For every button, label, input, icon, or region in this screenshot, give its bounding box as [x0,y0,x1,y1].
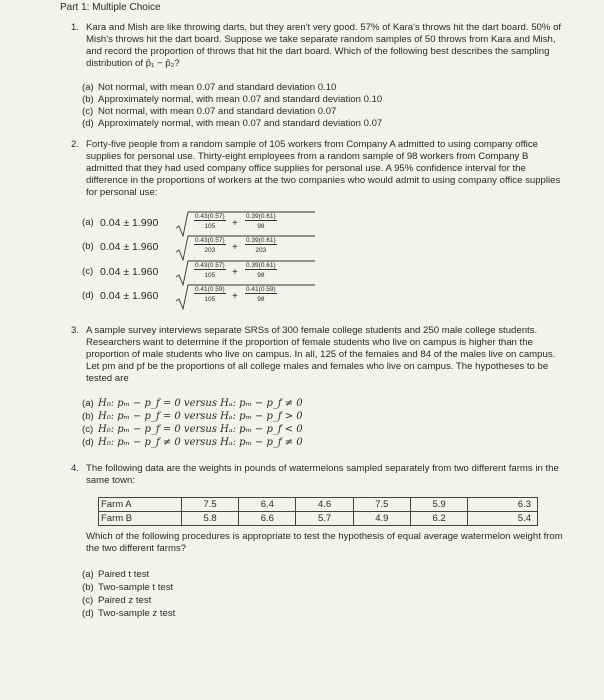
denominator: 105 [204,272,216,279]
denominator: 98 [257,272,265,279]
option-text: Not normal, with mean 0.07 and standard deviation 0.10 [98,82,337,93]
table-cell: 5.8 [182,512,239,526]
table-cell: 6.2 [410,512,467,526]
option-label: (d) [82,118,94,129]
fraction-2 [245,286,277,303]
fraction-2 [245,237,277,254]
ci-estimate: 0.04 ± 1.960 [100,266,159,278]
option-text: H₀: pₘ − p_f = 0 versus Hₐ: pₘ − p_f > 0 [98,411,303,422]
watermelon-weights-table [98,497,538,526]
option-label: (d) [82,290,94,301]
q4-option-c[interactable] [82,595,151,607]
option-label: (a) [82,569,94,580]
question-4-followup [86,531,566,555]
denominator: 203 [204,247,216,254]
numerator: 0.39(0.61) [246,237,276,244]
table-cell: 5.9 [410,498,467,512]
question-3 [71,325,566,385]
q4-option-b[interactable] [82,582,173,594]
plus-sign: + [232,267,238,278]
option-label: (a) [82,217,94,228]
table-cell: 6.4 [239,498,296,512]
option-label: (a) [82,82,94,93]
question-text: Forty-five people from a random sample of 105 workers from Company A admitted to using company office supplies for personal use. Thirty-eight employees from a random sample of 98 workers from Company B admitted that they had used company office supplies for personal use. A 95% confidence interval for the difference in the proportions of workers at the two companies who would admit to using company office supplies for personal use: [86,139,561,198]
option-text: H₀: pₘ − p_f ≠ 0 versus Hₐ: pₘ − p_f ≠ 0 [98,437,303,448]
denominator: 105 [204,296,216,303]
q1-option-c[interactable] [82,106,336,118]
table-cell: 5.4 [468,512,538,526]
q3-option-b[interactable] [82,411,303,423]
option-label: (c) [82,424,94,435]
q1-option-a[interactable] [82,82,336,94]
table-cell: 7.5 [182,498,239,512]
table-cell: 4.9 [353,512,410,526]
q3-option-a[interactable] [82,398,303,410]
option-text: Approximately normal, with mean 0.07 and standard deviation 0.10 [98,94,383,105]
option-text: Approximately normal, with mean 0.07 and standard deviation 0.07 [98,118,383,129]
option-label: (b) [82,94,94,105]
question-1 [71,22,566,70]
numerator: 0.43(0.57) [195,237,225,244]
option-text: H₀: pₘ − p_f = 0 versus Hₐ: pₘ − p_f < 0 [98,424,303,435]
option-text: Not normal, with mean 0.07 and standard deviation 0.07 [98,106,337,117]
option-label: (a) [82,398,94,409]
ci-estimate: 0.04 ± 1.960 [100,290,159,302]
option-text: H₀: pₘ − p_f = 0 versus Hₐ: pₘ − p_f ≠ 0 [98,398,303,409]
option-label: (b) [82,411,94,422]
question-number: 2. [71,139,80,150]
fraction-2 [245,262,277,279]
numerator: 0.43(0.57) [195,213,225,220]
option-label: (d) [82,608,94,619]
q3-option-d[interactable] [82,437,303,449]
row-header: Farm B [99,512,182,526]
question-text: The following data are the weights in pounds of watermelons sampled separately from two different farms in the same town: [86,463,559,486]
denominator: 105 [204,223,216,230]
question-number: 3. [71,325,80,336]
q1-option-b[interactable] [82,94,382,106]
table-cell: 6.6 [239,512,296,526]
numerator: 0.39(0.61) [246,213,276,220]
table-row [99,498,538,512]
option-label: (b) [82,241,94,252]
fraction-1 [194,262,226,279]
numerator: 0.41(0.59) [246,286,276,293]
numerator: 0.39(0.61) [246,262,276,269]
option-label: (c) [82,266,94,277]
fraction-1 [194,286,226,303]
part-title: Part 1: Multiple Choice [60,2,161,13]
q4-option-a[interactable] [82,569,149,581]
table-cell: 4.6 [296,498,353,512]
followup-text: Which of the following procedures is appropriate to test the hypothesis of equal average watermelon weight from the two different farms? [86,531,563,554]
denominator: 203 [255,247,267,254]
question-number: 1. [71,22,80,33]
option-label: (d) [82,437,94,448]
option-label: (c) [82,106,94,117]
denominator: 98 [257,296,265,303]
option-text: Paired t test [98,569,150,580]
plus-sign: + [232,242,238,253]
question-2 [71,139,566,199]
plus-sign: + [232,218,238,229]
denominator: 98 [257,223,265,230]
fraction-1 [194,213,226,230]
table-row [99,512,538,526]
table-cell: 5.7 [296,512,353,526]
q4-option-d[interactable] [82,608,175,620]
question-number: 4. [71,463,80,474]
option-label: (c) [82,595,94,606]
option-text: Two-sample t test [98,582,174,593]
numerator: 0.43(0.57) [195,262,225,269]
plus-sign: + [232,291,238,302]
fraction-2 [245,213,277,230]
table-cell: 7.5 [353,498,410,512]
option-label: (b) [82,582,94,593]
question-text: Kara and Mish are like throwing darts, but they aren't very good. 57% of Kara's throws hit the dart board. 50% of Mish's throws hit the dart board. Suppose we take separate random samples of 50 throws from Kara and Mish, and record the proportion of throws that hit the dart board. Which of the following best describes the sampling distribution of p̂₁ − p̂₂? [86,22,562,69]
question-text: A sample survey interviews separate SRSs of 300 female college students and 250 male college students. Researchers want to determine if the proportion of female students who live on campus is higher than the proportion of male students who live on campus. In all, 125 of the females and 84 of the males live on campus. Let pm and pf be the proportions of all college males and females who live on campus. The hypotheses to be tested are [86,325,556,384]
option-text: Paired z test [98,595,152,606]
option-text: Two-sample z test [98,608,176,619]
ci-estimate: 0.04 ± 1.990 [100,217,159,229]
numerator: 0.41(0.59) [195,286,225,293]
ci-estimate: 0.04 ± 1.960 [100,241,159,253]
table-cell: 6.3 [468,498,538,512]
row-header: Farm A [99,498,182,512]
q1-option-d[interactable] [82,118,382,130]
question-4 [71,463,566,487]
fraction-1 [194,237,226,254]
q3-option-c[interactable] [82,424,303,436]
